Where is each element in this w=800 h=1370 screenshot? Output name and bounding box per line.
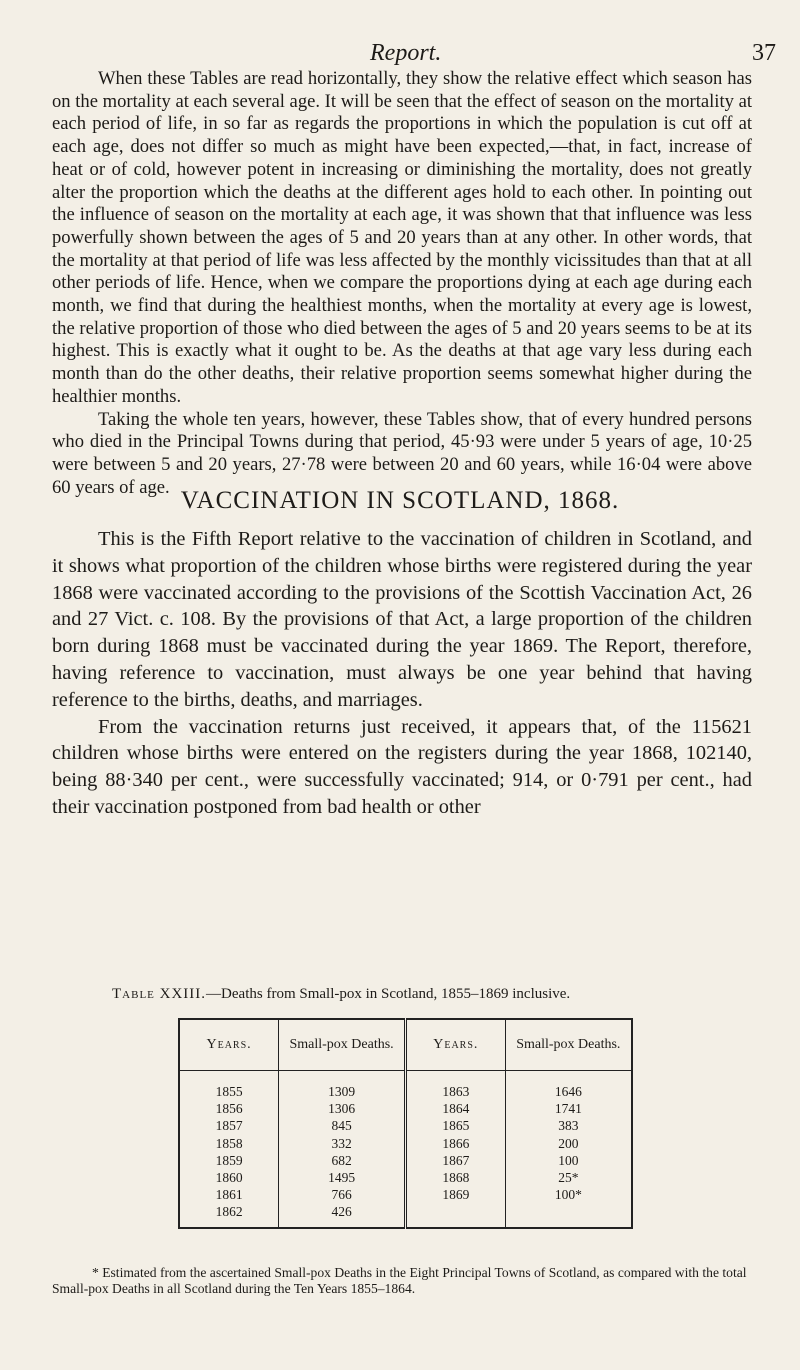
table-row bbox=[179, 1152, 632, 1169]
table-row bbox=[179, 1071, 632, 1101]
table-cell: 25* bbox=[558, 1170, 579, 1186]
table-row bbox=[179, 1169, 632, 1186]
paragraph: When these Tables are read horizontally, they show the relative effect which season has on the mortality at each several age. It will be seen that the effect of season on the mortality at each period of life, in so far as regards the proportions in which the population is cut off at each age, does not differ so much as might have been expected,—that, in fact, increase of heat or of cold, however potent in increasing or diminishing the mortality, does not greatly alter the proportion which the deaths at the different ages hold to each other. In pointing out the influence of season on the mortality at each age, it was shown that that influence was less powerfully shown between the ages of 5 and 20 years than at any other. In other words, that the mortality at that period of life was less affected by the monthly vicissitudes than that at all other periods of life. Hence, when we compare the proportions dying at each age during each month, we find that during the healthiest months, when the mortality at every age is lowest, the relative proportion of those who died between the ages of 5 and 20 years seems to be at its highest. This is exactly what it ought to be. As the deaths at that age vary less during each month than do the other deaths, their relative proportion seems somewhat higher during the healthier months. bbox=[52, 68, 752, 407]
table-label: Table XXIII. bbox=[112, 986, 207, 1002]
footnote-text: * Estimated from the ascertained Small-pox Deaths in the Eight Principal Towns of Scotland, as compared with the total Small-pox Deaths in all Scotland during the Ten Years 1855–1864. bbox=[52, 1265, 747, 1296]
paragraph: This is the Fifth Report relative to the vaccination of children in Scotland, and it shows what proportion of the children whose births were registered during the year 1868 were vaccinated according to the provisions of the Scottish Vaccination Act, 26 and 27 Vict. c. 108. By the provisions of that Act, a large proportion of the children born during 1868 must be vaccinated during the year 1869. The Report, therefore, having reference to vaccination, must always be one year behind that having reference to the births, deaths, and marriages. bbox=[52, 528, 752, 711]
table-caption bbox=[112, 986, 570, 1003]
table-row bbox=[179, 1100, 632, 1117]
column-header: Years. bbox=[179, 1019, 279, 1071]
table-cell: 1860 bbox=[179, 1169, 279, 1186]
section-heading: VACCINATION IN SCOTLAND, 1868. bbox=[180, 487, 620, 514]
column-header: Small-pox Deaths. bbox=[279, 1019, 406, 1071]
table-cell: 1309 bbox=[279, 1071, 406, 1101]
table-cell: 1646 bbox=[554, 1084, 582, 1099]
table-cell: 426 bbox=[279, 1203, 406, 1227]
table-header-row bbox=[179, 1019, 632, 1071]
paragraph: From the vaccination returns just received, it appears that, of the 115621 children whose births were entered on the registers during the year 1868, 102140, being 88·340 per cent., were successfully vaccinated; 914, or 0·791 per cent., had their vaccination postponed from bad health or other bbox=[52, 715, 752, 818]
table-cell: 1866 bbox=[405, 1135, 505, 1152]
page-number: 37 bbox=[752, 40, 776, 66]
column-header: Small-pox Deaths. bbox=[505, 1019, 632, 1071]
table-cell: 100 bbox=[558, 1152, 579, 1168]
table-cell: 1865 bbox=[405, 1117, 505, 1134]
table-row bbox=[179, 1117, 632, 1134]
table-footnote bbox=[52, 1265, 752, 1297]
table-cell: 1857 bbox=[179, 1117, 279, 1134]
table-cell: 1856 bbox=[179, 1100, 279, 1117]
table-cell: 1306 bbox=[279, 1100, 406, 1117]
table-cell: 1862 bbox=[179, 1203, 279, 1227]
table-cell: 1859 bbox=[179, 1152, 279, 1169]
table-cell: 383 bbox=[558, 1118, 579, 1134]
table-cell: 100* bbox=[554, 1187, 582, 1203]
intro-text-block bbox=[52, 68, 752, 499]
table-row bbox=[179, 1203, 632, 1227]
paragraph: Taking the whole ten years, however, these Tables show, that of every hundred persons who died in the Principal Towns during that period, 45·93 were under 5 years of age, 10·25 were between 5 and 20 years, 27·78 were between 20 and 60 years, while 16·04 were above 60 years of age. bbox=[52, 408, 752, 498]
table-cell: 1867 bbox=[405, 1152, 505, 1169]
table-cell: 200 bbox=[558, 1135, 579, 1151]
table-cell bbox=[405, 1203, 505, 1227]
table-cell: 1869 bbox=[405, 1186, 505, 1203]
table-cell: 845 bbox=[279, 1117, 406, 1134]
table-cell: 1858 bbox=[179, 1135, 279, 1152]
table-row bbox=[179, 1186, 632, 1203]
table-cell: 1855 bbox=[179, 1071, 279, 1101]
table-cell: 682 bbox=[279, 1152, 406, 1169]
running-head-title: Report. bbox=[370, 40, 442, 66]
table-caption-text: —Deaths from Small-pox in Scotland, 1855–1869 inclusive. bbox=[206, 986, 571, 1002]
table-cell: 1868 bbox=[405, 1169, 505, 1186]
column-header: Years. bbox=[405, 1019, 505, 1071]
table-cell: 1863 bbox=[405, 1071, 505, 1101]
section-text-block bbox=[52, 526, 752, 821]
table-cell bbox=[505, 1203, 632, 1227]
table-cell: 332 bbox=[279, 1135, 406, 1152]
table-cell: 766 bbox=[279, 1186, 406, 1203]
table-cell: 1741 bbox=[554, 1101, 582, 1117]
table-cell: 1861 bbox=[179, 1186, 279, 1203]
table-cell: 1864 bbox=[405, 1100, 505, 1117]
table-row bbox=[179, 1135, 632, 1152]
table-cell: 1495 bbox=[279, 1169, 406, 1186]
smallpox-deaths-table bbox=[178, 1018, 633, 1229]
